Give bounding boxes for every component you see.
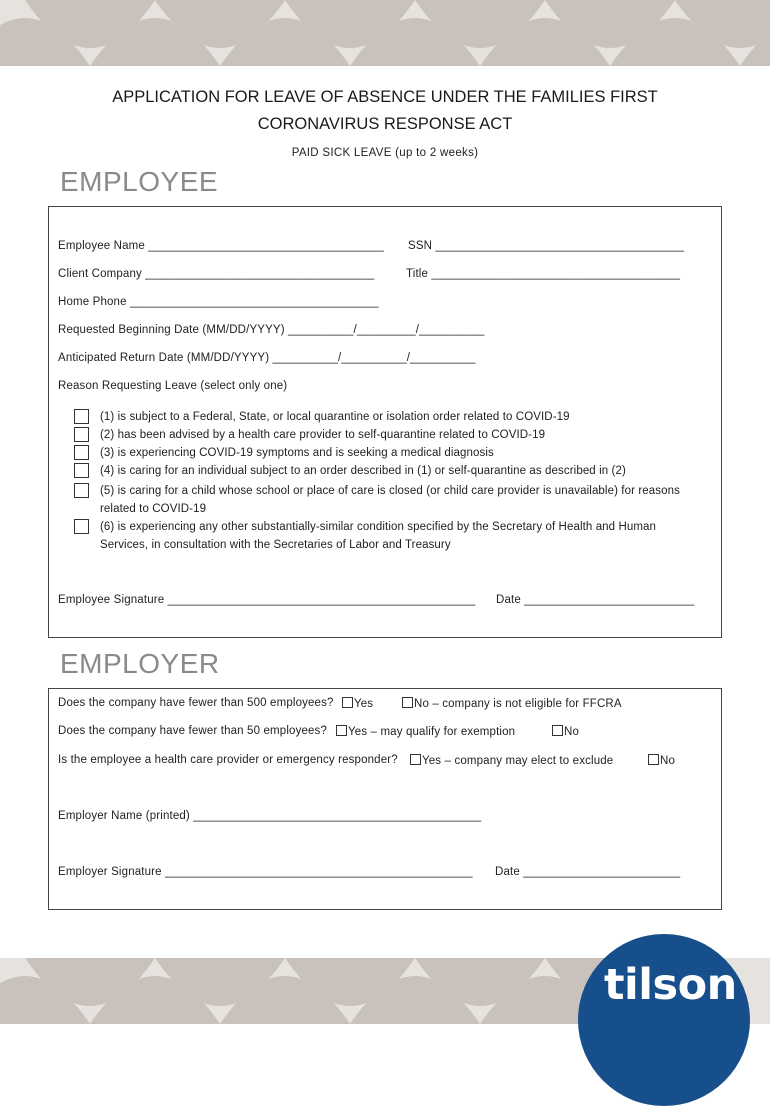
reason-3-line-1: (3) is experiencing COVID-19 symptoms and is seeking a medical diagnosis: [100, 447, 494, 459]
reason-6-text: [100, 518, 706, 554]
home-phone-field[interactable]: Home Phone ______________________________________: [58, 296, 379, 308]
form-title-line-1: APPLICATION FOR LEAVE OF ABSENCE UNDER THE FAMILIES FIRST: [112, 88, 658, 106]
form-title: [0, 84, 770, 138]
employer-q1-question: Does the company have fewer than 500 employees?: [58, 697, 334, 709]
reason-6-checkbox[interactable]: [74, 519, 89, 534]
reason-6-line-1: (6) is experiencing any other substantially-similar condition specified by the Secretary of Health and Human: [100, 521, 657, 533]
reason-4-checkbox[interactable]: [74, 463, 89, 478]
employer-signature-field[interactable]: Employer Signature _______________________________________________: [58, 866, 473, 878]
tilson-logo-text: tilson: [604, 960, 737, 1010]
reason-label: Reason Requesting Leave (select only one): [58, 380, 288, 392]
employee-name-field[interactable]: Employee Name ____________________________________: [58, 240, 384, 252]
q2-no-checkbox[interactable]: [552, 725, 563, 736]
reason-5-line-2: related to COVID-19: [100, 503, 207, 515]
employer-q3-no-option[interactable]: [648, 754, 675, 767]
reason-3-text: [100, 444, 706, 462]
q3-no-label: No: [660, 755, 676, 767]
q1-no-label: No – company is not eligible for FFCRA: [414, 698, 622, 710]
employer-q3-yes-option[interactable]: [410, 754, 613, 767]
reason-2-line-1: (2) has been advised by a health care provider to self-quarantine related to COVID-19: [100, 429, 546, 441]
title-field[interactable]: Title ______________________________________: [406, 268, 681, 280]
q3-yes-checkbox[interactable]: [410, 754, 421, 765]
employer-section-heading: EMPLOYER: [60, 648, 220, 679]
reason-5-line-1: (5) is caring for a child whose school or place of care is closed (or child care provider is unavailable) for reasons: [100, 485, 680, 497]
reason-1-text: [100, 408, 706, 426]
q2-no-label: No: [564, 726, 580, 738]
reason-3-checkbox[interactable]: [74, 445, 89, 460]
employee-section-heading: EMPLOYEE: [60, 166, 219, 197]
reason-5-text: [100, 482, 706, 518]
employer-name-field[interactable]: Employer Name (printed) ____________________________________________: [58, 810, 482, 822]
employer-q1-yes-option[interactable]: [342, 697, 373, 710]
q1-yes-checkbox[interactable]: [342, 697, 353, 708]
return-date-field[interactable]: Anticipated Return Date (MM/DD/YYYY) __________/__________/__________: [58, 352, 476, 364]
employer-q1-no-option[interactable]: [402, 697, 622, 710]
employee-signature-field[interactable]: Employee Signature _______________________________________________: [58, 594, 476, 606]
decorative-top-band: [0, 0, 770, 66]
reason-2-text: [100, 426, 706, 444]
reason-1-checkbox[interactable]: [74, 409, 89, 424]
employee-date-field[interactable]: Date __________________________: [496, 594, 695, 606]
q3-yes-label: Yes – company may elect to exclude: [422, 755, 614, 767]
employer-date-field[interactable]: Date ________________________: [495, 866, 681, 878]
reason-5-checkbox[interactable]: [74, 483, 89, 498]
form-subtitle: PAID SICK LEAVE (up to 2 weeks): [291, 147, 479, 159]
reason-2-checkbox[interactable]: [74, 427, 89, 442]
q1-yes-label: Yes: [354, 698, 374, 710]
employer-q2-yes-option[interactable]: [336, 725, 515, 738]
ssn-field[interactable]: SSN ______________________________________: [408, 240, 685, 252]
q2-yes-label: Yes – may qualify for exemption: [348, 726, 516, 738]
q1-no-checkbox[interactable]: [402, 697, 413, 708]
reason-4-text: [100, 462, 706, 480]
q2-yes-checkbox[interactable]: [336, 725, 347, 736]
employer-q2-no-option[interactable]: [552, 725, 579, 738]
employer-q3-question: Is the employee a health care provider or emergency responder?: [58, 754, 398, 766]
begin-date-field[interactable]: Requested Beginning Date (MM/DD/YYYY) __________/_________/__________: [58, 324, 485, 336]
client-company-field[interactable]: Client Company ___________________________________: [58, 268, 375, 280]
form-title-line-2: CORONAVIRUS RESPONSE ACT: [257, 115, 513, 133]
reason-1-line-1: (1) is subject to a Federal, State, or local quarantine or isolation order related to COVID-19: [100, 411, 570, 423]
reason-6-line-2: Services, in consultation with the Secretaries of Labor and Treasury: [100, 539, 451, 551]
q3-no-checkbox[interactable]: [648, 754, 659, 765]
employer-q2-question: Does the company have fewer than 50 employees?: [58, 725, 328, 737]
leaf-pattern-top: [0, 0, 770, 66]
reason-4-line-1: (4) is caring for an individual subject to an order described in (1) or self-quarantine as described in (2): [100, 465, 626, 477]
